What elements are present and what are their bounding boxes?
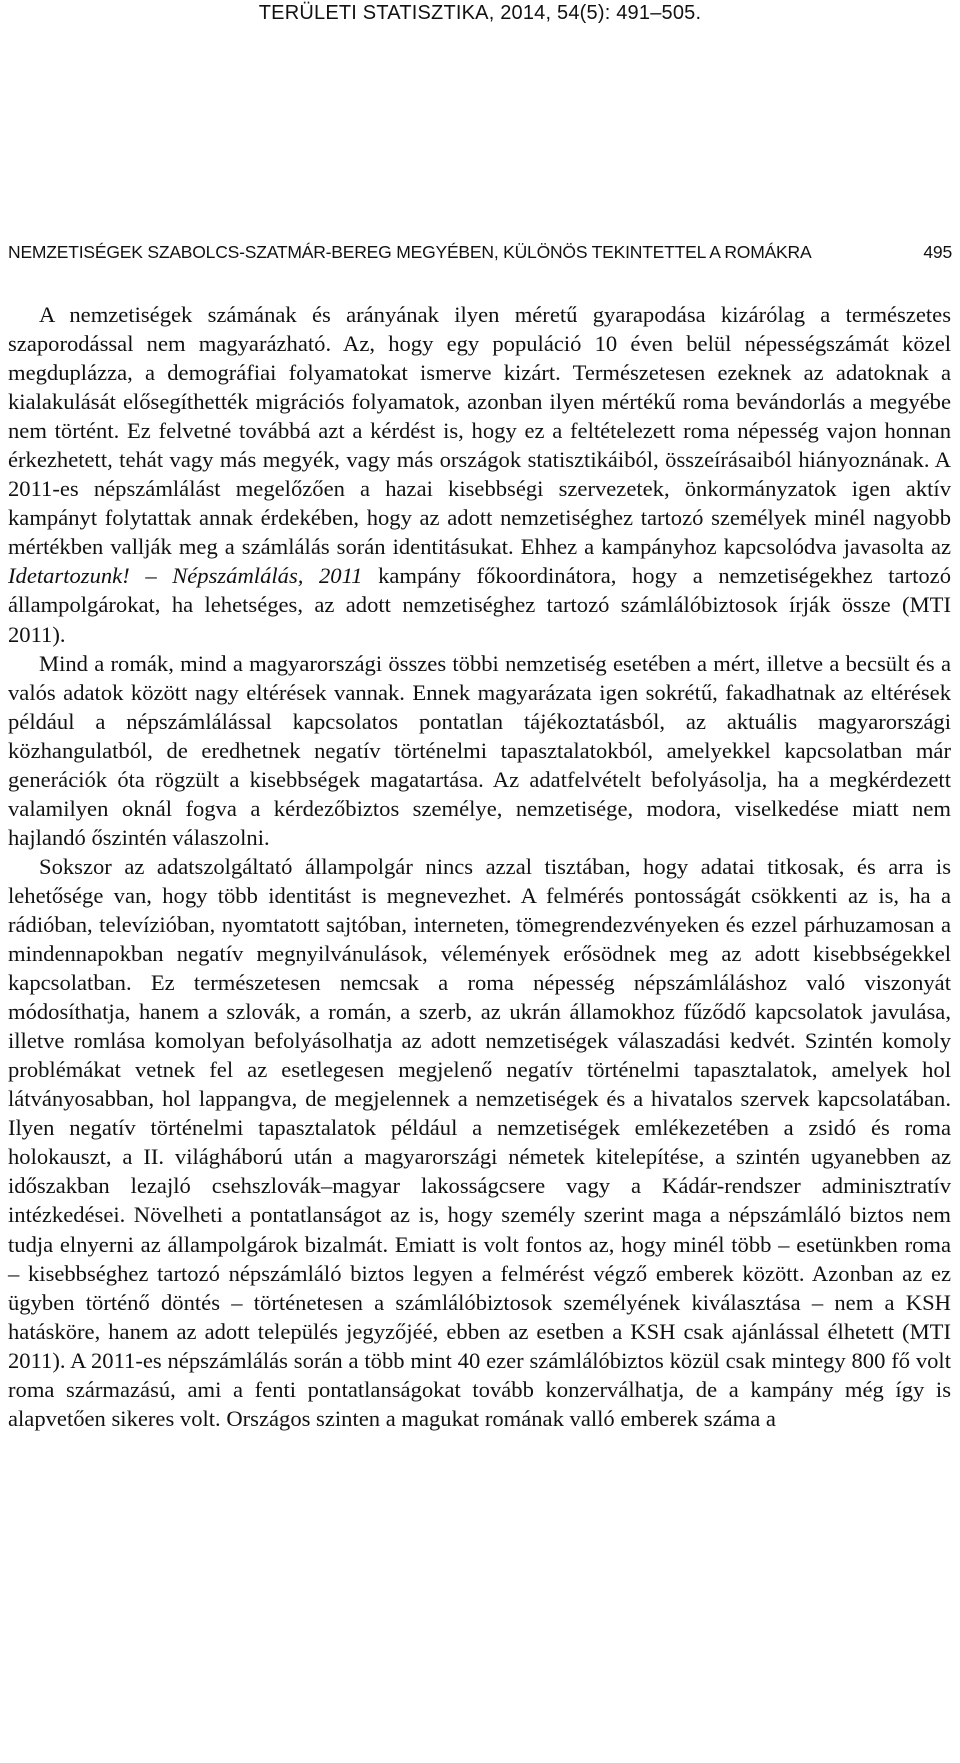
paragraph: Sokszor az adatszolgáltató állampolgár nincs azzal tisztában, hogy adatai titkosak, és arra is lehetősége van, hogy több identitást is megnevezhet. A felmérés pontosságát csökkenti az is, ha a rádióban, televízióban, nyomtatott sajtóban, interneten, tömegrendezvényeken és ezzel párhuzamosan a mindennapokban negatív megnyilvánulások, vélemények erősödnek meg az adott kisebbségekkel kapcsolatban. Ez természetesen nemcsak a roma népesség népszámláláshoz való viszonyát módosíthatja, hanem a szlovák, a román, a szerb, az ukrán államokhoz fűződő kapcsolatok javulása, illetve romlása komolyan befolyásolhatja az adott nemzetiségek válaszadási kedvét. Szintén komoly problémákat vetnek fel az esetlegesen megjelenő negatív történelmi tapasztalatok, amelyek hol látványosabban, hol lappangva, de megjelennek a nemzetiségek és a hivatalos szervek kapcsolatában. Ilyen negatív történelmi tapasztalatok például a nemzetiségek emlékezetében a zsidó és roma holokauszt, a II. világháború után a magyarországi németek kitelepítése, a szintén ugyanebben az időszakban lezajló csehszlovák–magyar lakosságcsere vagy a Kádár-rendszer adminisztratív intézkedései. Növelheti a pontatlanságot az is, hogy személy szerint maga a népszámláló biztos nem tudja elnyerni az állampolgárok bizalmát. Emiatt is volt fontos az, hogy minél több – esetünkben roma – kisebbséghez tartozó népszámláló biztos legyen a felmérést végző emberek között. Azonban az ez ügyben történő döntés – történetesen a számlálóbiztosok személyének kiválasztása – nem a KSH hatásköre, hanem az adott település jegyzőjéé, ebben az esetben a KSH csak ajánlással élhetett (MTI 2011). A 2011-es népszámlálás során a több mint 40 ezer számlálóbiztos közül csak mintegy 800 fő volt roma származású, ami a fenti pontatlanságokat tovább konzerválhatja, de a kampány még így is alapvetően sikeres volt. Országos szinten a magukat romának valló emberek száma a [8,853,951,1431]
article-body [8,300,951,1433]
journal-header: TERÜLETI STATISZTIKA, 2014, 54(5): 491–505. [258,2,702,24]
running-head-title: NEMZETISÉGEK SZABOLCS-SZATMÁR-BEREG MEGYÉBEN, KÜLÖNÖS TEKINTETTEL A ROMÁKRA [8,242,812,262]
page-number: 495 [923,242,952,262]
paragraph: Mind a romák, mind a magyarországi összes többi nemzetiség esetében a mért, illetve a becsült és a valós adatok között nagy eltérések vannak. Ennek magyarázata igen sokrétű, fakadhatnak az eltérések például a népszámlálással kapcsolatos pontatlan tájékoztatásból, az aktuális magyarországi közhangulatból, de eredhetnek negatív történelmi tapasztalatokból, amelyekkel kapcsolatban már generációk óta rögzült a kisebbségek magatartása. Az adatfelvételt befolyásolja, ha a megkérdezett valamilyen oknál fogva a kérdezőbiztos személye, nemzetisége, modora, viselkedése miatt nem hajlandó őszintén válaszolni. [8,650,951,850]
paragraph-text: A nemzetiségek számának és arányának ilyen méretű gyarapodása kizárólag a természetes szaporodással nem magyarázható. Az, hogy egy populáció 10 éven belül népességszámát közel megduplázza, a demográfiai folyamatokat ismerve kizárt. Természetesen ezeknek az adatoknak a kialakulását elősegíthették migrációs folyamatok, azonban ilyen mértékű roma bevándorlás a megyébe nem történt. Ez felvetné továbbá azt a kérdést is, hogy ez a feltételezett roma népesség vajon honnan érkezhetett, tehát vagy más megyék, vagy más országok statisztikáiból, összeírásaiból hiányoznának. A 2011-es népszámlálást megelőzően a hazai kisebbségi szervezetek, önkormányzatok igen aktív kampányt folytattak annak érdekében, hogy az adott nemzetiséghez tartozó személyek minél nagyobb mértékben vallják meg a számlálás során identitásukat. Ehhez a kampányhoz kapcsolódva javasolta az [8,302,951,560]
paragraph-text: kampány főkoordinátora, hogy a nemzetiségekhez tartozó állampolgárokat, ha lehetséges, az adott nemzetiséghez tartozó számlálóbiztosok írják össze (MTI 2011). [8,563,951,647]
campaign-name: Idetartozunk! – Népszámlálás, 2011 [8,563,363,589]
running-head [8,242,952,263]
paragraph [8,300,951,649]
